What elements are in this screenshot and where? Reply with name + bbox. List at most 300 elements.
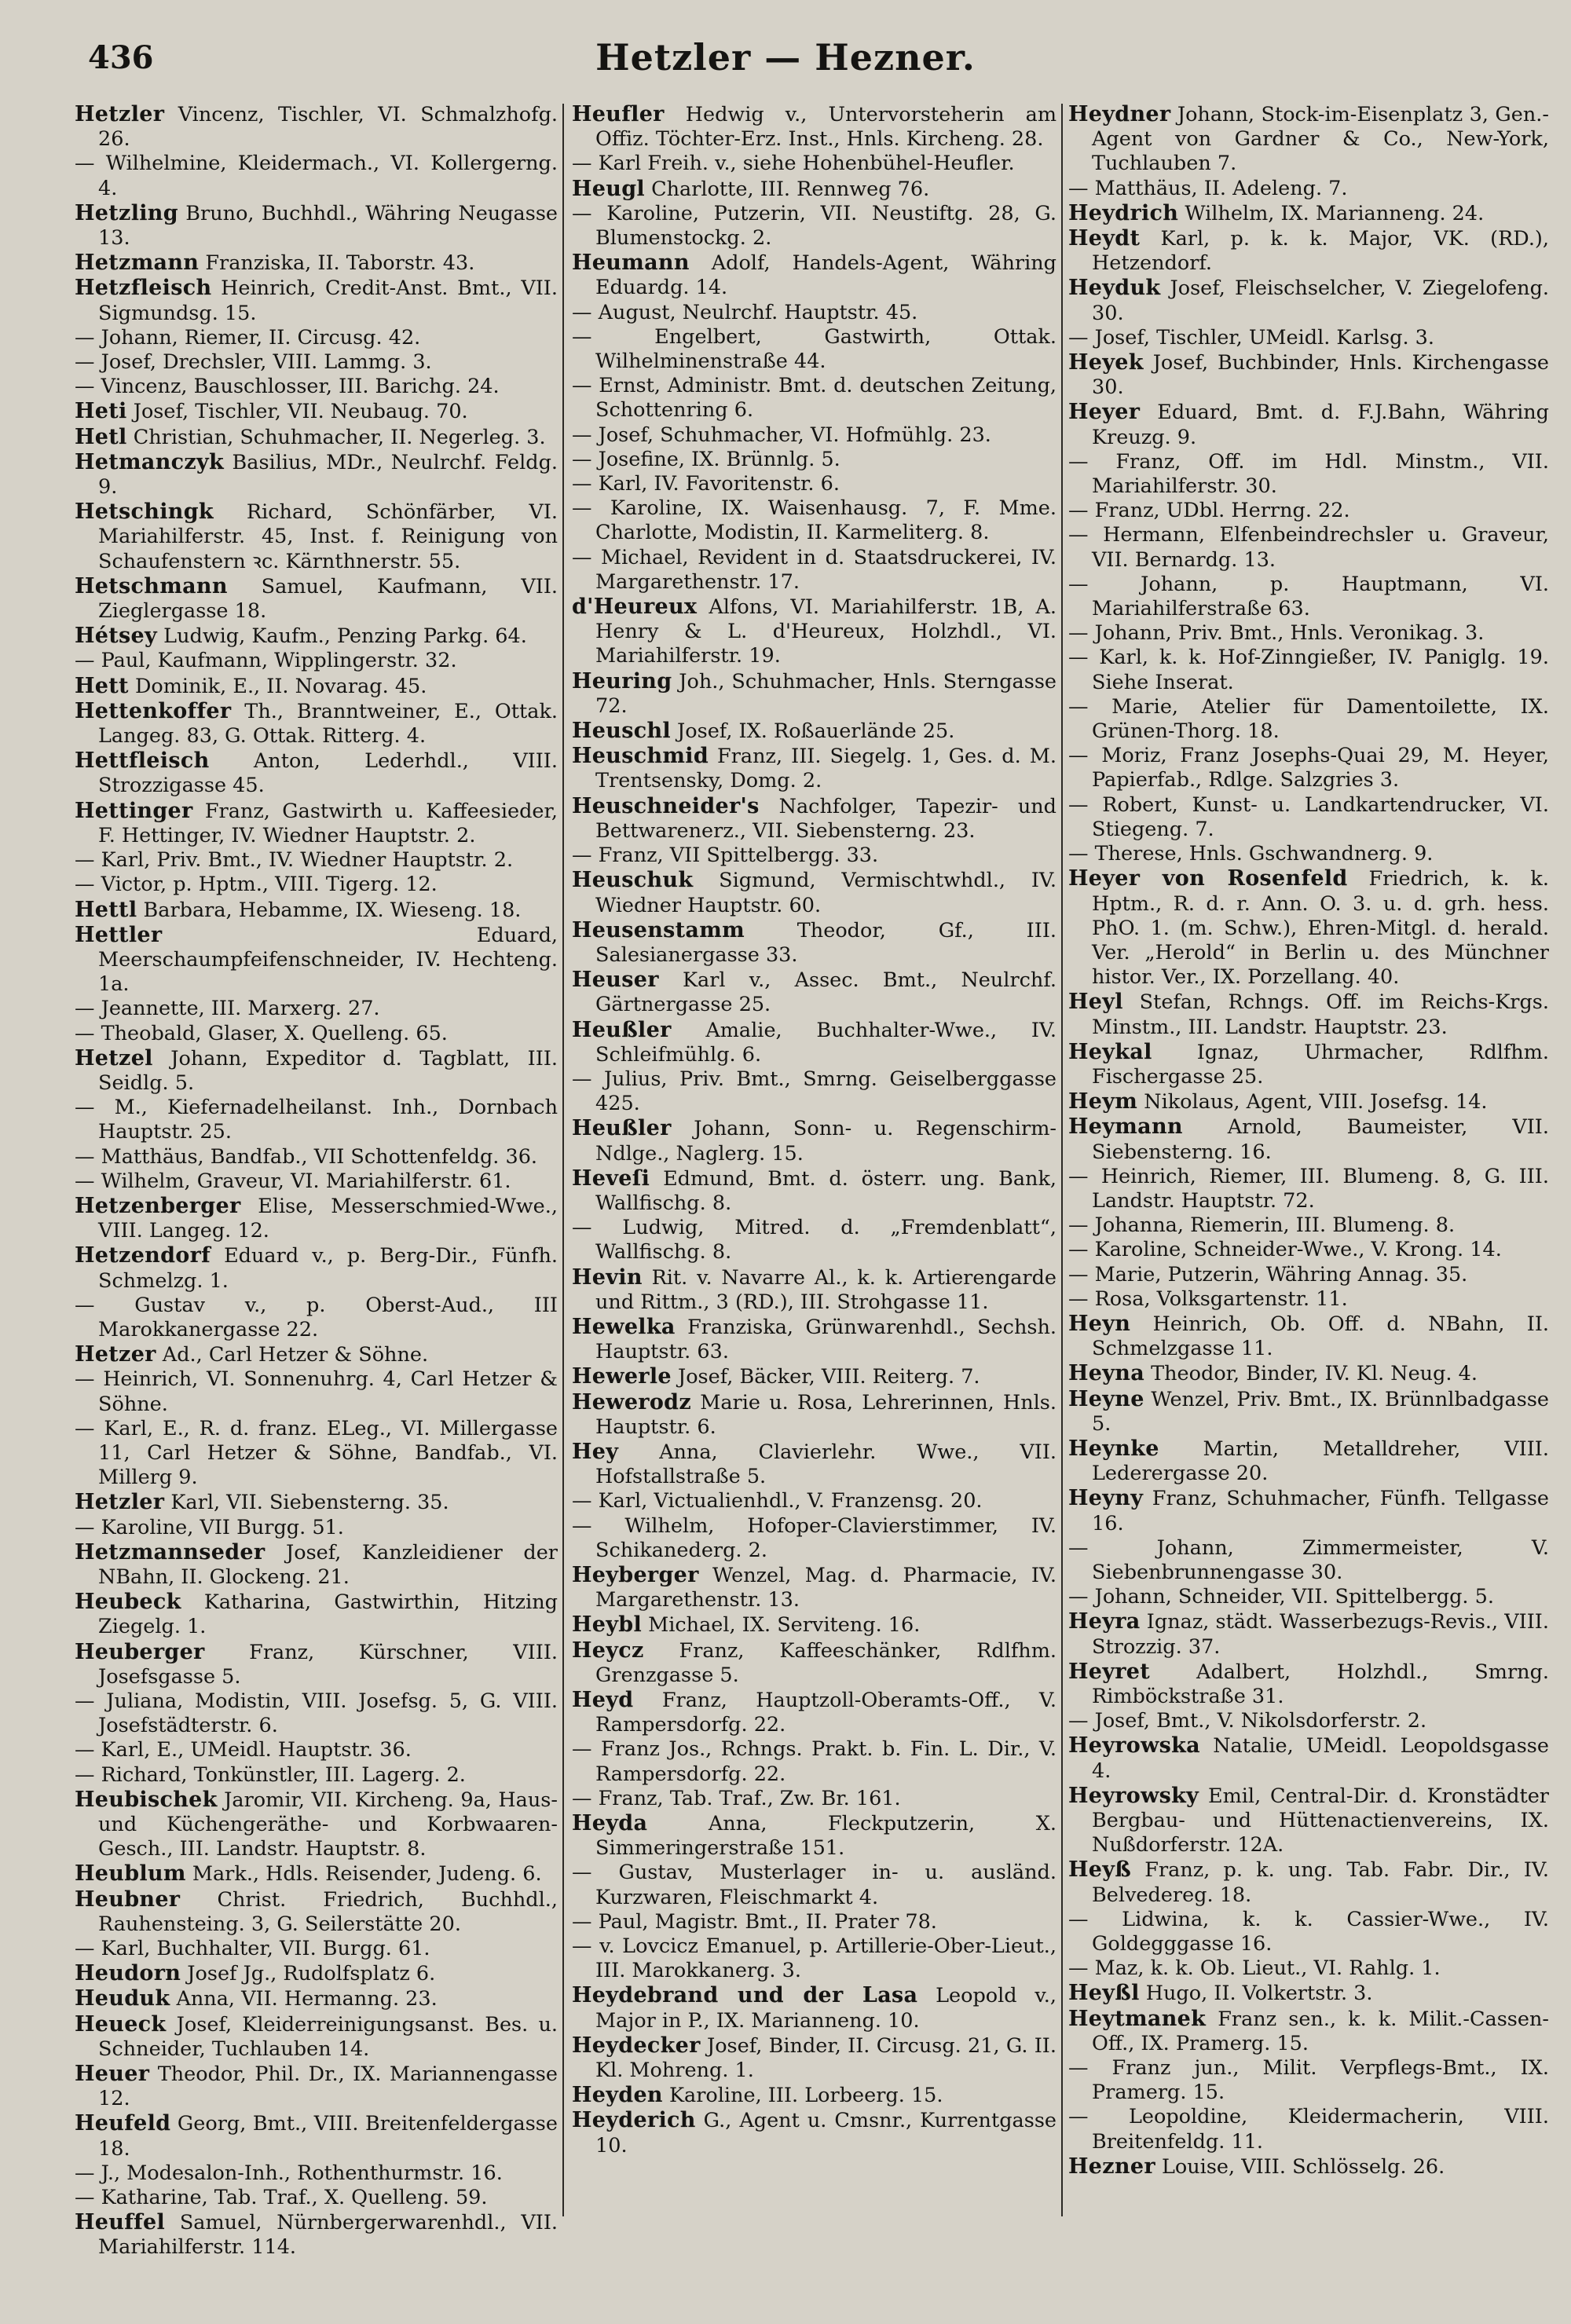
entry-surname: Heußler — [572, 1017, 672, 1042]
entry-surname: Heyd — [572, 1688, 634, 1712]
directory-entry — [1068, 1387, 1549, 1436]
directory-entry — [572, 1910, 1056, 1934]
directory-entry — [1068, 276, 1549, 325]
entry-surname: Hewelka — [572, 1314, 676, 1339]
entry-surname: Heydebrand und der Lasa — [572, 1983, 918, 2008]
entry-details: Christian, Schuhmacher, II. Negerleg. 3. — [126, 425, 546, 449]
entry-details: Michael, IX. Serviteng. 16. — [642, 1613, 921, 1638]
entry-details: Josef, Kanzleidiener der NBahn, II. Glockeng. 21. — [98, 1540, 558, 1589]
entry-surname: Hewerle — [572, 1364, 672, 1389]
entry-surname: Heytmanek — [1068, 2006, 1207, 2031]
entry-details: — Leopoldine, Kleidermacherin, VIII. Breitenfeldg. 11. — [1068, 2105, 1549, 2154]
entry-details: — Karoline, IX. Waisenhausg. 7, F. Mme. Charlotte, Modistin, II. Karmeliterg. 8. — [572, 496, 1056, 545]
entry-details: — Josef, Bmt., V. Nikolsdorferstr. 2. — [1068, 1709, 1427, 1733]
entry-surname: Heubeck — [75, 1590, 181, 1615]
directory-entry — [572, 968, 1056, 1017]
directory-entry — [572, 669, 1056, 719]
entry-details: Elise, Messerschmied-Wwe., VIII. Langeg. 12. — [98, 1194, 558, 1243]
directory-entry — [572, 1563, 1056, 1612]
entry-details: Josef, IX. Roßauerlände 25. — [670, 719, 955, 744]
directory-entry — [75, 2210, 558, 2260]
directory-entry — [1068, 1213, 1549, 1238]
entry-details: Richard, Schönfärber, VI. Mariahilferstr. 45, Inst. f. Reinigung von Schaufenstern ꝛc. Kärnthnerstr. 55. — [98, 500, 558, 573]
entry-surname: Heueck — [75, 2011, 167, 2037]
entry-details: Theodor, Phil. Dr., IX. Mariannengasse 12. — [98, 2062, 558, 2111]
entry-surname: Heuschl — [572, 719, 671, 744]
entry-details: — Johann, Priv. Bmt., Hnls. Veronikag. 3. — [1068, 621, 1485, 646]
directory-entry — [75, 1887, 558, 1937]
entry-details: Franz, Gastwirth u. Kaffeesieder, F. Hettinger, IV. Wiedner Hauptstr. 2. — [98, 799, 558, 847]
directory-entry — [75, 2012, 558, 2062]
directory-entry — [572, 1315, 1056, 1364]
entry-details: — Lidwina, k. k. Cassier-Wwe., IV. Goldegggasse 16. — [1068, 1907, 1549, 1956]
directory-entry — [1068, 1089, 1549, 1114]
entry-surname: Heveſi — [572, 1166, 650, 1191]
entry-surname: Heyra — [1068, 1609, 1141, 1634]
entry-details: — Johann, Schneider, VII. Spittelbergg. 5. — [1068, 1585, 1494, 1609]
directory-entry — [75, 1342, 558, 1367]
entry-surname: Heyda — [572, 1811, 648, 1836]
entry-details: Stefan, Rchngs. Off. im Reichs-Krgs. Minstm., III. Landstr. Hauptstr. 23. — [1092, 990, 1549, 1039]
entry-surname: Heufler — [572, 102, 665, 126]
entry-surname: Hetzling — [75, 200, 178, 225]
directory-entry — [75, 450, 558, 500]
entry-details: Josef Jg., Rudolfsplatz 6. — [181, 1962, 436, 1986]
directory-entry — [75, 251, 558, 276]
entry-details: — Maz, k. k. Ob. Lieut., VI. Rahlg. 1. — [1068, 1956, 1441, 1981]
entry-surname: Hettl — [75, 897, 137, 922]
page-header — [0, 33, 1571, 88]
entry-details: — Johann, p. Hauptmann, VI. Mariahilferstraße 63. — [1068, 572, 1549, 621]
directory-entry — [75, 624, 558, 649]
entry-surname: Heudorn — [75, 1961, 181, 1986]
entry-details: — Marie, Putzerin, Währing Annag. 35. — [1068, 1262, 1468, 1286]
directory-entry — [1068, 1312, 1549, 1361]
directory-entry — [572, 1390, 1056, 1440]
directory-entry — [75, 574, 558, 624]
entry-details: Josef, Binder, II. Circusg. 21, G. II. Kl. Mohreng. 1. — [595, 2033, 1056, 2083]
directory-entry — [572, 918, 1056, 968]
directory-entry — [75, 1937, 558, 1961]
directory-entry — [75, 873, 558, 897]
entry-surname: Heyret — [1068, 1659, 1151, 1684]
entry-details: — Karl, IV. Favoritenstr. 6. — [572, 472, 840, 496]
entry-details: — M., Kiefernadelheilanst. Inh., Dornbach Hauptstr. 25. — [75, 1096, 558, 1144]
entry-details: Ignaz, Uhrmacher, Rdlfhm. Fischergasse 25. — [1092, 1040, 1549, 1089]
directory-entry — [1068, 350, 1549, 400]
directory-entry — [572, 301, 1056, 325]
entry-surname: Heyek — [1068, 350, 1144, 375]
entry-details: — Franz, Tab. Traf., Zw. Br. 161. — [572, 1786, 901, 1810]
directory-entry — [75, 500, 558, 574]
entry-surname: Heyden — [572, 2083, 663, 2108]
directory-entry — [1068, 2105, 1549, 2154]
directory-entry — [572, 1067, 1056, 1116]
entry-surname: Hétsey — [75, 624, 158, 649]
directory-entry — [1068, 499, 1549, 523]
entry-details: Karl, p. k. k. Major, VK. (RD.), Hetzendorf. — [1092, 227, 1549, 276]
entry-surname: Heuser — [572, 968, 659, 993]
entry-surname: Hettenkoffer — [75, 698, 232, 723]
directory-entry — [75, 1961, 558, 1986]
directory-entry — [1068, 793, 1549, 842]
entry-details: Mark., Hdls. Reisender, Judeng. 6. — [185, 1862, 542, 1887]
entry-surname: Heyberger — [572, 1562, 699, 1587]
entry-details: Christ. Friedrich, Buchhdl., Rauhensteing. 3, G. Seilerstätte 20. — [98, 1887, 558, 1936]
entry-details: Heinrich, Credit-Anst. Bmt., VII. Sigmundsg. 15. — [98, 276, 558, 325]
directory-entry — [75, 923, 558, 997]
entry-surname: Heyrowsky — [1068, 1783, 1199, 1808]
entry-surname: Hettfleisch — [75, 748, 210, 774]
directory-entry — [572, 1364, 1056, 1389]
directory-entry — [572, 325, 1056, 374]
entry-details: Josef, Buchbinder, Hnls. Kirchengasse 30. — [1092, 351, 1549, 400]
entry-surname: Heuffel — [75, 2210, 166, 2235]
entry-details: Karl v., Assec. Bmt., Neulrchf. Gärtnergasse 25. — [595, 968, 1056, 1017]
entry-details: — Franz jun., Milit. Verpflegs-Bmt., IX. Pramerg. 15. — [1068, 2056, 1549, 2105]
entry-surname: Heuschuk — [572, 868, 694, 893]
entry-details: Franz sen., k. k. Milit.-Cassen-Off., IX. Pramerg. 15. — [1092, 2007, 1549, 2055]
directory-entry — [572, 102, 1056, 152]
directory-entry — [572, 1265, 1056, 1315]
entry-details: Hugo, II. Volkertstr. 3. — [1139, 1982, 1373, 2006]
entry-surname: Heuring — [572, 668, 672, 694]
entry-details: — Victor, p. Hptm., VIII. Tigerg. 12. — [75, 873, 438, 897]
directory-entry — [572, 423, 1056, 448]
entry-surname: Hetzfleisch — [75, 276, 212, 301]
entry-surname: d'Heureux — [572, 595, 698, 620]
entry-surname: Heyrowska — [1068, 1733, 1200, 1759]
page-title: Hetzler — Hezner. — [595, 36, 976, 79]
directory-entry — [1068, 621, 1549, 646]
entry-details: Adalbert, Holzhdl., Smrng. Rimböckstraße 31. — [1092, 1660, 1549, 1708]
directory-entry — [1068, 1857, 1549, 1907]
directory-entry — [1068, 326, 1549, 350]
entry-surname: Heyna — [1068, 1361, 1145, 1386]
entry-details: — Richard, Tonkünstler, III. Lagerg. 2. — [75, 1762, 466, 1787]
entry-surname: Heyß — [1068, 1857, 1132, 1883]
directory-entry — [75, 1861, 558, 1887]
directory-entry — [75, 1763, 558, 1788]
entry-details: Franz, Kürschner, VIII. Josefsgasse 5. — [98, 1640, 558, 1689]
entry-details: — Hermann, Elfenbeindrechsler u. Graveur, VII. Bernardg. 13. — [1068, 523, 1549, 572]
entry-details: Friedrich, k. k. Hptm., R. d. r. Ann. O. 3. u. d. grh. hess. PhO. 1. (m. Schw.), Ehren-Mitgl. d. herald. Ver. „Herold“ in Berlin u. des Münchner histor. Ver., IX. Porzellang. 40. — [1092, 867, 1549, 990]
entry-surname: Hetzel — [75, 1045, 153, 1071]
directory-entry — [75, 1590, 558, 1639]
entry-details: — Karoline, VII Burgg. 51. — [75, 1515, 344, 1539]
entry-details: Katharina, Gastwirthin, Hitzing Ziegelg. 1. — [98, 1590, 558, 1639]
entry-details: — Josefine, IX. Brünnlg. 5. — [572, 447, 840, 471]
entry-details: — Karl, E., R. d. franz. ELeg., VI. Millergasse 11, Carl Hetzer & Söhne, Bandfab., VI. Millerg 9. — [75, 1416, 558, 1490]
entry-surname: Heynke — [1068, 1436, 1159, 1461]
entry-surname: Heymann — [1068, 1114, 1183, 1140]
directory-entry — [572, 546, 1056, 595]
entry-details: — Karl, E., UMeidl. Hauptstr. 36. — [75, 1738, 412, 1762]
directory-entry — [572, 1983, 1056, 2033]
entry-surname: Hetzler — [75, 102, 165, 126]
entry-details: Arnold, Baumeister, VII. Siebensterng. 16. — [1092, 1115, 1549, 1164]
directory-entry — [75, 1788, 558, 1862]
entry-surname: Hevin — [572, 1264, 643, 1290]
entry-surname: Heti — [75, 399, 127, 424]
entry-surname: Hetzendorf — [75, 1243, 211, 1268]
entry-details: Dominik, E., II. Novarag. 45. — [128, 674, 427, 698]
directory-entry — [75, 399, 558, 424]
entry-details: Anna, Fleckputzerin, X. Simmeringerstraße 151. — [595, 1812, 1056, 1861]
entry-details: Josef, Bäcker, VIII. Reiterg. 7. — [671, 1365, 980, 1389]
entry-details: — Theobald, Glaser, X. Quelleng. 65. — [75, 1021, 448, 1045]
directory-entry — [75, 1540, 558, 1590]
entry-details: — Matthäus, Bandfab., VII Schottenfeldg. 36. — [75, 1144, 538, 1169]
directory-entry — [572, 1612, 1056, 1638]
directory-entry — [1068, 990, 1549, 1039]
entry-details: Marie u. Rosa, Lehrerinnen, Hnls. Hauptstr. 6. — [595, 1390, 1056, 1439]
directory-entry — [1068, 1287, 1549, 1312]
directory-entry — [572, 1811, 1056, 1861]
directory-entry — [1068, 1908, 1549, 1956]
directory-entry — [1068, 1486, 1549, 1535]
entry-details: Nikolaus, Agent, VIII. Josefsg. 14. — [1137, 1090, 1488, 1114]
directory-entry — [572, 1737, 1056, 1786]
entry-details: Leopold v., Major in P., IX. Marianneng. 10. — [595, 1984, 1056, 2033]
entry-details: Emil, Central-Dir. d. Kronstädter Bergbau- und Hüttenactienvereins, IX. Nußdorferstr. 12A. — [1092, 1784, 1549, 1857]
directory-entry — [572, 1787, 1056, 1811]
entry-surname: Hettler — [75, 922, 163, 947]
entry-details: — Vincenz, Bauschlosser, III. Barichg. 24. — [75, 375, 500, 399]
directory-entry — [572, 794, 1056, 844]
directory-entry — [1068, 695, 1549, 744]
entry-details: Basilius, MDr., Neulrchf. Feldg. 9. — [98, 450, 558, 500]
directory-entry — [572, 719, 1056, 744]
directory-entry — [572, 1688, 1056, 1737]
directory-entry — [75, 1243, 558, 1293]
directory-entry — [1068, 1660, 1549, 1709]
directory-entry — [75, 674, 558, 699]
entry-details: — Matthäus, II. Adeleng. 7. — [1068, 176, 1348, 200]
directory-entry — [572, 1638, 1056, 1688]
directory-entry — [1068, 2154, 1549, 2179]
entry-details: Eduard, Bmt. d. F.J.Bahn, Währing Kreuzg. 9. — [1092, 401, 1549, 449]
entry-details: Josef, Fleischselcher, V. Ziegelofeng. 30. — [1092, 276, 1549, 325]
directory-entry — [75, 276, 558, 325]
directory-entry — [1068, 842, 1549, 866]
entry-surname: Heugl — [572, 176, 645, 201]
entry-surname: Hetzmann — [75, 251, 200, 276]
entry-surname: Heubner — [75, 1887, 181, 1912]
directory-entry — [75, 1294, 558, 1342]
entry-details: — Josef, Schuhmacher, VI. Hofmühlg. 23. — [572, 423, 991, 447]
entry-surname: Hewerodz — [572, 1389, 691, 1415]
directory-entry — [572, 2108, 1056, 2157]
directory-entry — [572, 595, 1056, 669]
entry-details: — Franz, VII Spittelbergg. 33. — [572, 844, 879, 868]
entry-details: Charlotte, III. Rennweg 76. — [644, 177, 930, 201]
entry-details: Eduard, Meerschaumpfeifenschneider, IV. Hechteng. 1a. — [98, 923, 558, 997]
entry-surname: Heyer — [1068, 400, 1141, 425]
directory-entry — [572, 1116, 1056, 1166]
directory-entry — [572, 844, 1056, 868]
directory-entry — [1068, 102, 1549, 177]
directory-entry — [572, 177, 1056, 202]
page-number: 436 — [88, 39, 154, 76]
entry-details: — Johann, Zimmermeister, V. Siebenbrunnengasse 30. — [1068, 1535, 1549, 1584]
column-1 — [75, 102, 558, 2260]
directory-entry — [75, 649, 558, 673]
directory-entry — [75, 2111, 558, 2161]
directory-entry — [75, 2186, 558, 2210]
entry-surname: Hetmanczyk — [75, 449, 225, 474]
directory-entry — [572, 472, 1056, 496]
directory-entry — [75, 1022, 558, 1046]
directory-entry — [572, 374, 1056, 423]
entry-details: Johann, Stock-im-Eisenplatz 3, Gen.-Agent von Gardner & Co., New-York, Tuchlauben 7. — [1092, 103, 1549, 176]
directory-entry — [1068, 646, 1549, 694]
entry-details: Anna, VII. Hermanng. 23. — [170, 1987, 438, 2011]
directory-entry — [1068, 400, 1549, 449]
entry-details: — Karoline, Putzerin, VII. Neustiftg. 28, G. Blumenstockg. 2. — [572, 201, 1056, 251]
entry-details: — Gustav v., p. Oberst-Aud., III Marokkanergasse 22. — [75, 1293, 558, 1341]
entry-details: Amalie, Buchhalter-Wwe., IV. Schleifmühlg. 6. — [595, 1018, 1056, 1067]
entry-details: Wenzel, Priv. Bmt., IX. Brünnlbadgasse 5. — [1092, 1387, 1549, 1436]
directory-entry — [1068, 1040, 1549, 1089]
directory-entry — [75, 748, 558, 798]
directory-entry — [75, 1194, 558, 1243]
entry-details: — Wilhelmine, Kleidermach., VI. Kollergerng. 4. — [75, 152, 558, 200]
directory-entry — [572, 1216, 1056, 1264]
column-divider — [562, 104, 564, 2216]
entry-surname: Heubischek — [75, 1787, 218, 1812]
directory-entry — [75, 425, 558, 450]
directory-entry — [1068, 1981, 1549, 2006]
directory-entry — [1068, 1263, 1549, 1287]
entry-surname: Heydrich — [1068, 200, 1179, 225]
directory-entry — [1068, 1733, 1549, 1783]
entry-details: — Robert, Kunst- u. Landkartendrucker, VI. Stiegeng. 7. — [1068, 792, 1549, 841]
entry-details: Jaromir, VII. Kircheng. 9a, Haus- und Küchengeräthe- und Korbwaaren-Gesch., III. Landstr. Hauptstr. 8. — [98, 1788, 558, 1861]
entry-details: — Katharine, Tab. Traf., X. Quelleng. 59. — [75, 2186, 488, 2210]
entry-surname: Hetzmannseder — [75, 1539, 265, 1565]
entry-details: — Franz, Off. im Hdl. Minstm., VII. Mariahilferstr. 30. — [1068, 449, 1549, 499]
entry-details: — Julius, Priv. Bmt., Smrng. Geiselberggasse 425. — [572, 1067, 1056, 1116]
directory-entry — [75, 1417, 558, 1491]
directory-entry — [75, 1490, 558, 1515]
entry-details: Natalie, UMeidl. Leopoldsgasse 4. — [1092, 1734, 1549, 1783]
entry-details: Wilhelm, IX. Marianneng. 24. — [1178, 201, 1485, 225]
entry-details: — Paul, Kaufmann, Wipplingerstr. 32. — [75, 649, 457, 673]
entry-surname: Heydecker — [572, 2033, 701, 2058]
entry-details: Samuel, Nürnbergerwarenhdl., VII. Mariahilferstr. 114. — [98, 2211, 558, 2260]
entry-details: — Paul, Magistr. Bmt., II. Prater 78. — [572, 1909, 937, 1934]
directory-entry — [572, 251, 1056, 300]
directory-entry — [1068, 573, 1549, 621]
directory-entry — [75, 1145, 558, 1169]
entry-surname: Heyduk — [1068, 276, 1161, 301]
directory-entry — [1068, 1361, 1549, 1386]
directory-entry — [75, 997, 558, 1021]
directory-entry — [75, 326, 558, 350]
entry-details: — Moriz, Franz Josephs-Quai 29, M. Heyer, Papierfab., Rdlge. Salzgries 3. — [1068, 744, 1549, 792]
directory-entry — [75, 1367, 558, 1416]
directory-entry — [75, 102, 558, 152]
entry-surname: Heublum — [75, 1861, 186, 1887]
entry-details: Sigmund, Vermischtwhdl., IV. Wiedner Hauptstr. 60. — [595, 869, 1056, 917]
directory-entry — [1068, 1165, 1549, 1213]
directory-entry — [75, 848, 558, 873]
directory-entry — [1068, 1436, 1549, 1486]
entry-details: Franziska, Grünwarenhdl., Sechsh. Hauptstr. 63. — [595, 1315, 1056, 1364]
directory-entry — [1068, 226, 1549, 276]
entry-surname: Heußler — [572, 1116, 672, 1141]
entry-details: Franz, III. Siegelg. 1, Ges. d. M. Trentsensky, Domg. 2. — [595, 745, 1056, 793]
entry-details: Barbara, Hebamme, IX. Wieseng. 18. — [137, 898, 522, 922]
directory-entry — [1068, 1585, 1549, 1609]
entry-surname: Heykal — [1068, 1039, 1152, 1064]
entry-surname: Hey — [572, 1439, 619, 1464]
entry-details: — Rosa, Volksgartenstr. 11. — [1068, 1286, 1348, 1311]
directory-entry — [1068, 1784, 1549, 1858]
entry-details: Karoline, III. Lorbeerg. 15. — [662, 2084, 943, 2108]
entry-surname: Heufeld — [75, 2111, 171, 2136]
entry-details: — Franz Jos., Rchngs. Prakt. b. Fin. L. Dir., V. Rampersdorfg. 22. — [572, 1737, 1056, 1786]
entry-surname: Hetschingk — [75, 500, 214, 525]
entry-details: — Gustav, Musterlager in- u. ausländ. Kurzwaren, Fleischmarkt 4. — [572, 1861, 1056, 1909]
directory-entry — [75, 1516, 558, 1540]
entry-details: — Josef, Drechsler, VIII. Lammg. 3. — [75, 350, 432, 375]
entry-details: Franz, p. k. ung. Tab. Fabr. Dir., IV. Belvedereg. 18. — [1092, 1858, 1549, 1907]
entry-surname: Heyn — [1068, 1311, 1131, 1336]
directory-entry — [572, 1489, 1056, 1513]
entry-details: — Ludwig, Mitred. d. „Fremdenblatt“, Wallfischg. 8. — [572, 1216, 1056, 1264]
entry-details: Alfons, VI. Mariahilferstr. 1B, A. Henry & L. d'Heureux, Holzhdl., VI. Mariahilferstr. 19. — [595, 595, 1056, 668]
entry-details: — Johann, Riemer, II. Circusg. 42. — [75, 325, 421, 350]
entry-surname: Hett — [75, 673, 129, 698]
entry-surname: Hetzenberger — [75, 1193, 241, 1218]
directory-entry — [75, 1640, 558, 1689]
entry-details: Theodor, Gf., III. Salesianergasse 33. — [595, 918, 1056, 967]
entry-surname: Heydner — [1068, 102, 1171, 126]
directory-entry — [1068, 866, 1549, 990]
directory-entry — [1068, 523, 1549, 572]
entry-details: — Karoline, Schneider-Wwe., V. Krong. 14. — [1068, 1238, 1502, 1262]
entry-details: Louise, VIII. Schlösselg. 26. — [1155, 2154, 1445, 2179]
directory-entry — [75, 1096, 558, 1144]
entry-details: — Therese, Hnls. Gschwandnerg. 9. — [1068, 842, 1434, 866]
entry-details: G., Agent u. Cmsnr., Kurrentgasse 10. — [595, 2109, 1056, 2157]
entry-details: Th., Branntweiner, E., Ottak. Langeg. 83, G. Ottak. Ritterg. 4. — [98, 699, 558, 748]
column-divider — [1061, 104, 1063, 2216]
entry-surname: Heyne — [1068, 1386, 1144, 1411]
directory-entry — [1068, 1114, 1549, 1164]
entry-surname: Heym — [1068, 1089, 1138, 1114]
entry-details: — Heinrich, VI. Sonnenuhrg. 4, Carl Hetzer & Söhne. — [75, 1367, 558, 1416]
entry-surname: Hetzler — [75, 1490, 165, 1515]
entry-details: Wenzel, Mag. d. Pharmacie, IV. Margarethenstr. 13. — [595, 1563, 1056, 1612]
directory-entry — [572, 868, 1056, 917]
entry-details: Josef, Tischler, VII. Neubaug. 70. — [126, 400, 468, 424]
entry-details: — Juliana, Modistin, VIII. Josefsg. 5, G. VIII. Josefstädterstr. 6. — [75, 1689, 558, 1738]
directory-entry — [572, 1514, 1056, 1563]
directory-entry — [572, 448, 1056, 472]
entry-details: — Karl, Victualienhdl., V. Franzensg. 20. — [572, 1489, 983, 1513]
directory-entry — [572, 2083, 1056, 2108]
entry-details: — Engelbert, Gastwirth, Ottak. Wilhelminenstraße 44. — [572, 324, 1056, 374]
entry-surname: Heusenstamm — [572, 917, 745, 942]
directory-entry — [75, 1986, 558, 2011]
entry-surname: Hetschmann — [75, 573, 228, 598]
entry-details: — Johanna, Riemerin, III. Blumeng. 8. — [1068, 1213, 1456, 1238]
entry-details: Johann, Sonn- u. Regenschirm-Ndlge., Naglerg. 15. — [595, 1117, 1056, 1166]
directory-entry — [1068, 2007, 1549, 2056]
